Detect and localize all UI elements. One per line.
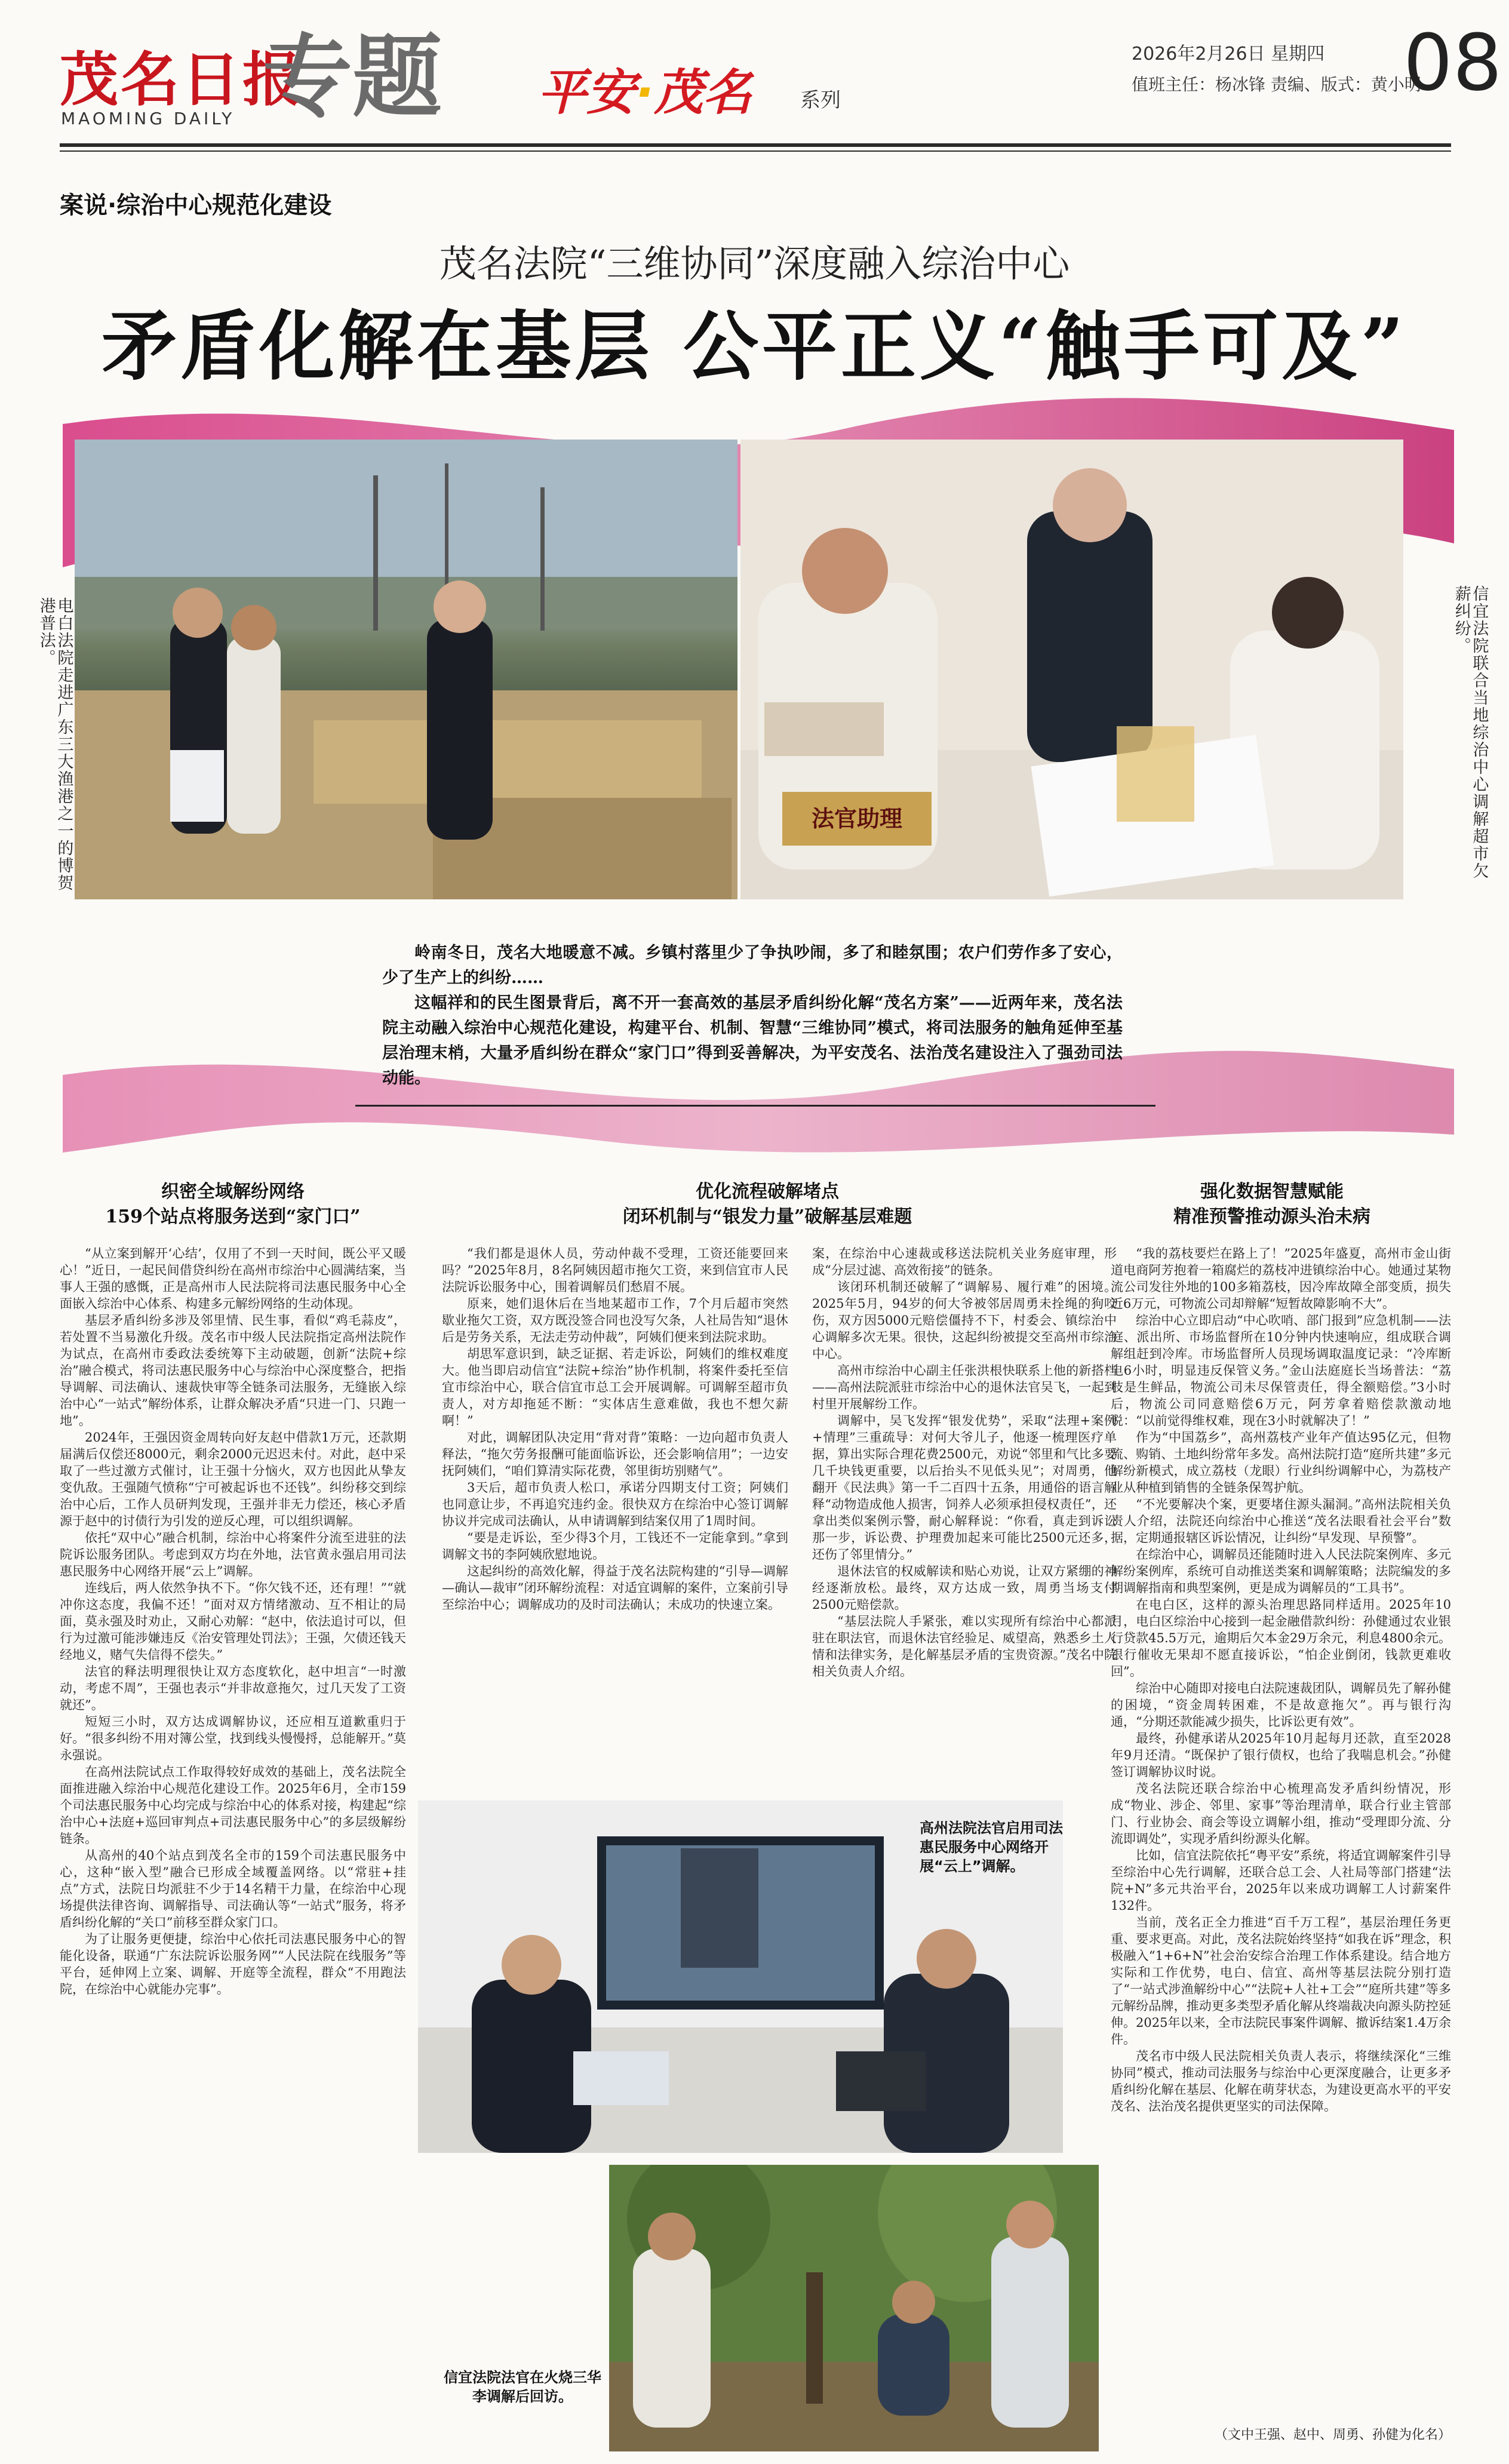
body-paragraph: 退休法官的权威解读和贴心劝说，让双方紧绷的神经逐渐放松。最终，双方达成一致，周勇当场支付2500元赔偿款。 [812, 1564, 1117, 1612]
body-paragraph: 案，在综治中心速裁或移送法院机关业务庭审理，形成“分层过滤、高效衔接”的链条。 [812, 1246, 1117, 1277]
body-paragraph: 对此，调解团队决定用“背对背”策略：一边向超市负责人释法，“拖欠劳务报酬可能面临诉讼，还会影响信用”；一边安抚阿姨们，“咱们算清实际花费，邻里街坊别赌气”。 [442, 1430, 788, 1478]
article-intro [382, 941, 1123, 1091]
article-subhead: 茂名法院“三维协同”深度融入综治中心 [439, 242, 1070, 285]
photo-fishing-port-outreach [75, 440, 737, 899]
photo4-scene [609, 2165, 1099, 2451]
article-kicker: 案说·综治中心规范化建设 [60, 192, 332, 219]
body-paragraph: 从高州的40个站点到茂名全市的159个司法惠民服务中心，这种“嵌入型”融合已形成全域覆盖网络。以“常驻+挂点”方式，法院日均派驻不少于14名精干力量，在综治中心现场提供法律咨询、调解指导、司法确认等“一站式”服务，将矛盾纠纷化解的“关口”前移至群众家门口。 [60, 1848, 406, 1930]
body-paragraph: “要是走诉讼，至少得3个月，工钱还不一定能拿到。”拿到调解文书的李阿姨欣慰地说。 [442, 1531, 788, 1562]
issue-date: 2026年2月26日 星期四 [1132, 44, 1325, 64]
body-column-3 [812, 1245, 1117, 1806]
body-paragraph: “我们都是退休人员，劳动仲裁不受理，工资还能要回来吗？”2025年8月，8名阿姨因超市拖欠工资，来到信宜市人民法院诉讼服务中心，围着调解员们愁眉不展。 [442, 1246, 788, 1294]
intro-rule [355, 1105, 1155, 1107]
body-paragraph: 最终，孙健承诺从2025年10月起每月还款，直至2028年9月还清。“既保护了银行债权，也给了我喘息机会。”孙健签订调解协议时说。 [1111, 1731, 1451, 1779]
section-2-title: 优化流程破解堵点 [696, 1181, 839, 1202]
body-paragraph: 在电白区，这样的源头治理思路同样适用。2025年10月，电白区综治中心接到一起金融借款纠纷：孙健通过农业银行贷款45.5万元，逾期后欠本金29万余元，利息4800余元。银行催收无果却不愿直接诉讼，“怕企业倒闭，钱款更难收回”。 [1111, 1597, 1451, 1679]
body-column-1 [60, 1245, 406, 2386]
byline-note: （文中王强、赵中、周勇、孙健为化名） [1214, 2428, 1451, 2443]
body-paragraph: “从立案到解开‘心结’，仅用了不到一天时间，既公平又暖心！”近日，一起民间借贷纠纷在高州市综治中心圆满结案，当事人王强的感慨，正是高州市人民法院将司法惠民服务中心全面嵌入综治中心体系、构建多元解纷网络的生动体现。 [60, 1246, 406, 1311]
masthead-rule [60, 143, 1451, 147]
section-heading-2 [561, 1179, 973, 1230]
section-2-subtitle: 闭环机制与“银发力量”破解基层难题 [622, 1206, 912, 1227]
series-logo: 平安·茂名 [537, 64, 752, 121]
photo3-caption: 高州法院法官启用司法惠民服务中心网络开展“云上”调解。 [920, 1820, 1063, 1875]
judge-assistant-sign: 法官助理 [782, 792, 932, 846]
body-paragraph: 连线后，两人依然争执不下。“你欠钱不还，还有理！”“就冲你这态度，我偏不还！”面对双方情绪激动、互不相让的局面，莫永强及时劝止，又耐心劝解：“赵中，依法追讨可以，但行为过激可能涉嫌违反《治安管理处罚法》；王强，欠债还钱天经地义，赌气失信得不偿失。” [60, 1581, 406, 1662]
body-paragraph: 在综治中心，调解员还能随时进入人民法院案例库、多元解纷案例库，系统可自动推送类案和调解策略；法院编发的多期调解指南和典型案例，更是成为调解员的“工具书”。 [1111, 1547, 1451, 1595]
section-1-title: 织密全域解纷网络 [161, 1181, 305, 1202]
body-paragraph: 茂名市中级人民法院相关负责人表示，将继续深化“三维协同”模式，推动司法服务与综治中心更深度融合，让更多矛盾纠纷化解在基层、化解在萌芽状态，为建设更高水平的平安茂名、法治茂名提供更坚实的司法保障。 [1111, 2049, 1451, 2113]
body-paragraph: 这起纠纷的高效化解，得益于茂名法院构建的“引导—调解—确认—裁审”闭环解纷流程：对适宜调解的案件，立案前引导至综治中心；调解成功的及时司法确认；未成功的快速立案。 [442, 1564, 788, 1612]
body-paragraph: 作为“中国荔乡”，高州荔枝产业年产值达95亿元，但物流、购销、土地纠纷常年多发。高州法院打造“庭所共建”多元解纷新模式，成立荔枝（龙眼）行业纠纷调解中心，为荔枝产业从种植到销售的全链条保驾护航。 [1111, 1430, 1451, 1495]
photo4-caption: 信宜法院法官在火烧三华李调解后回访。 [444, 2369, 601, 2405]
body-paragraph: 茂名法院还联合综治中心梳理高发矛盾纠纷情况，形成“物业、涉企、邻里、家事”等治理清单，联合行业主管部门、行业协会、商会等设立调解小组，推动“受理即分流、分流即调处”，实现矛盾纠纷源头化解。 [1111, 1781, 1451, 1846]
section-3-subtitle: 精准预警推动源头治未病 [1173, 1206, 1370, 1227]
article-headline: 矛盾化解在基层 公平正义“触手可及” [102, 302, 1407, 391]
section-1-subtitle: 159个站点将服务送到“家门口” [105, 1206, 361, 1227]
photo-wage-mediation [740, 440, 1403, 899]
body-paragraph: 比如，信宜法院依托“粤平安”系统，将适宜调解案件引导至综治中心先行调解，还联合总工会、人社局等部门搭建“法院+N”多元共治平台，2025年以来成功调解工人讨薪案件132件。 [1111, 1848, 1451, 1913]
body-paragraph: 胡思军意识到，缺乏证据、若走诉讼，阿姨们的维权难度大。他当即启动信宜“法院+综治”协作机制，将案件委托至信宜市综治中心，联合信宜市总工会开展调解。可调解至超市负责人，对方却拖延不断：“实体店生意难做，我也不想欠薪啊！” [442, 1347, 788, 1428]
body-paragraph: 当前，茂名正全力推进“百千万工程”，基层治理任务更重、要求更高。对此，茂名法院始终坚持“如我在诉”理念，积极融入“1+6+N”社会治安综合治理工作体系建设。结合地方实际和工作优势，电白、信宜、高州等基层法院分别打造了“一站式涉渔解纷中心”“法院+人社+工会”“庭所共建”等多元解纷品牌，推动更多类型矛盾化解从终端裁决向源头防控延伸。2025年以来，全市法院民事案件调解、撤诉结案1.4万余件。 [1111, 1915, 1451, 2047]
body-paragraph: “我的荔枝要烂在路上了！”2025年盛夏，高州市金山街道电商阿芳抱着一箱腐烂的荔枝冲进镇综治中心。她通过某物流公司发往外地的100多箱荔枝，因冷库故障全部变质，损失近6万元，可物流公司却辩解“短暂故障影响不大”。 [1111, 1246, 1451, 1311]
body-paragraph: 原来，她们退休后在当地某超市工作，7个月后超市突然歇业拖欠工资，双方既没签合同也没写欠条，人社局告知“退休后是劳务关系，无法走劳动仲裁”，阿姨们便来到法院求助。 [442, 1296, 788, 1344]
photo-orchard-revisit [609, 2165, 1099, 2451]
section-title: 专题 [263, 26, 442, 130]
body-paragraph: “基层法院人手紧张，难以实现所有综治中心都派驻在职法官，而退休法官经验足、威望高，熟悉乡土人情和法律实务，是化解基层矛盾的宝贵资源。”茂名中院相关负责人介绍。 [812, 1614, 1117, 1679]
body-paragraph: 在高州法院试点工作取得较好成效的基础上，茂名法院全面推进融入综治中心规范化建设工作。2025年6月，全市159个司法惠民服务中心均完成与综治中心的体系对接，构建起“综治中心+法庭+巡回审判点+司法惠民服务中心”的多层级解纷链条。 [60, 1765, 406, 1846]
section-3-title: 强化数据智慧赋能 [1200, 1181, 1344, 1202]
masthead-rule-thin [60, 150, 1451, 152]
body-paragraph: 法官的释法明理很快让双方态度软化，赵中坦言“一时激动，考虑不周”，王强也表示“并非故意拖欠，过几天发了工资就还”。 [60, 1664, 406, 1712]
paper-logo: 茂名日报 [60, 45, 304, 114]
body-paragraph: 为了让服务更便捷，综治中心依托司法惠民服务中心的智能化设备，联通“广东法院诉讼服务网”“人民法院在线服务”等平台，延伸网上立案、调解、开庭等全流程，群众“不用跑法院，在综治中心就能办完事”。 [60, 1932, 406, 1996]
editor-credits: 值班主任：杨冰锋 责编、版式：黄小明 [1132, 75, 1421, 94]
body-paragraph: “不光要解决个案，更要堵住源头漏洞。”高州法院相关负责人介绍，法院还向综治中心推送“茂名法眼看社会平台”数据，定期通报辖区诉讼情况，让纠纷“早发现、早预警”。 [1111, 1497, 1451, 1545]
body-paragraph: 调解中，吴飞发挥“银发优势”，采取“法理+案例+情理”三重疏导：对何大爷儿子，他逐一梳理医疗单据，算出实际合理花费2500元，劝说“邻里和气比多要几千块钱更重要，以后抬头不见低头见”；对周勇，他翻开《民法典》第一千二百四十五条，用通俗的语言解释“动物造成他人损害，饲养人必须承担侵权责任”，还拿出类似案例示警，耐心解释说：“你看，真走到诉讼那一步，诉讼费、护理费加起来可能比2500元还多，还伤了邻里情分。” [812, 1414, 1117, 1562]
photo2-caption: 信宜法院联合当地综治中心调解超市欠薪纠纷。 [1452, 585, 1489, 880]
series-label: 系列 [800, 88, 841, 112]
body-paragraph: 3天后，超市负责人松口，承诺分四期支付工资；阿姨们也同意让步，不再追究违约金。很快双方在综治中心签订调解协议并完成司法确认，从申请调解到结案仅用了1周时间。 [442, 1480, 788, 1528]
body-column-4 [1111, 1245, 1451, 2416]
section-heading-3 [1099, 1179, 1445, 1230]
body-paragraph: 高州市综治中心副主任张洪根快联系上他的新搭档——高州法院派驻市综治中心的退休法官吴飞，一起到村里开展解纷工作。 [812, 1363, 1117, 1411]
paper-logo-english: MAOMING DAILY [61, 109, 235, 128]
body-paragraph: 综治中心立即启动“中心吹哨、部门报到”应急机制——法庭、派出所、市场监督所在10分钟内快速响应，组成联合调解组赶到冷库。市场监督所人员现场调取温度记录：“冷库断电6小时，明显违反保管义务。”金山法庭庭长当场普法：“荔枝是生鲜品，物流公司未尽保管责任，得全额赔偿。”3小时后，物流公司同意赔偿6万元，阿芳拿着赔偿款激动地说：“以前觉得维权难，现在3小时就解决了！” [1111, 1313, 1451, 1428]
body-paragraph: 短短三小时，双方达成调解协议，还应相互道歉重归于好。“很多纠纷不用对簿公堂，找到线头慢慢捋，总能解开。”莫永强说。 [60, 1715, 406, 1762]
body-paragraph: 基层矛盾纠纷多涉及邻里情、民生事，看似“鸡毛蒜皮”，若处置不当易激化升级。茂名市中级人民法院指定高州法院作为试点，在高州市委政法委统筹下主动破题，创新“法院+综治”融合模式，将司法惠民服务中心与综治中心深度整合，把指导调解、司法确认、速裁快审等全链条司法服务，无缝嵌入综治中心“一站式”解纷体系，让群众解决矛盾“只进一门、只跑一地”。 [60, 1313, 406, 1428]
intro-paragraph: 岭南冬日，茂名大地暖意不减。乡镇村落里少了争执吵闹，多了和睦氛围；农户们劳作多了安心，少了生产上的纠纷…… [382, 944, 1123, 987]
body-paragraph: 综治中心随即对接电白法院速裁团队，调解员先了解孙健的困境，“资金周转困难，不是故意拖欠”。再与银行沟通，“分期还款能减少损失，比诉讼更有效”。 [1111, 1681, 1451, 1729]
page-number: 08 [1403, 17, 1502, 108]
body-paragraph: 依托“双中心”融合机制，综治中心将案件分流至进驻的法院诉讼服务团队。考虑到双方均在外地，法官黄永强启用司法惠民服务中心网络开展“云上”调解。 [60, 1531, 406, 1578]
photo1-scene [75, 440, 737, 899]
body-paragraph: 2024年，王强因资金周转向好友赵中借款1万元，还款期届满后仅偿还8000元，剩余2000元迟迟未付。对此，赵中采取了一些过激方式催讨，让王强十分恼火，双方也因此从挚友变仇敌。王强随气愤称“宁可被起诉也不还钱”。纠纷移交到综治中心后，工作人员研判发现，王强并非无力偿还，核心矛盾源于赵中的讨债行为引发的逆反心理，可以组织调解。 [60, 1430, 406, 1528]
intro-paragraph: 这幅祥和的民生图景背后，离不开一套高效的基层矛盾纠纷化解“茂名方案”——近两年来，茂名法院主动融入综治中心规范化建设，构建平台、机制、智慧“三维协同”模式，将司法服务的触角延伸至基层治理末梢，大量矛盾纠纷在群众“家门口”得到妥善解决，为平安茂名、法治茂名建设注入了强劲司法动能。 [382, 994, 1123, 1087]
section-heading-1 [60, 1179, 406, 1230]
body-paragraph: 该闭环机制还破解了“调解易、履行难”的困境。2025年5月，94岁的何大爷被邻居周勇未拴绳的狗咬伤，双方因5000元赔偿僵持不下，村委会、镇综治中心调解多次无果。很快，这起纠纷被提交至高州市综治中心。 [812, 1280, 1117, 1361]
photo1-caption: 电白法院走进广东三大渔港之一的博贺港普法。 [36, 597, 73, 892]
